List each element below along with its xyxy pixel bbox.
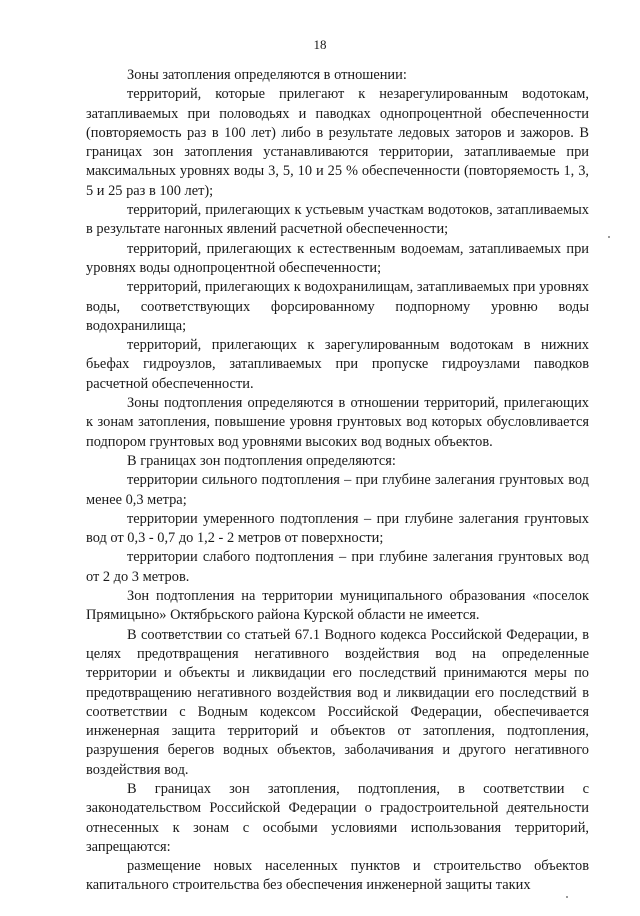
paragraph: территории слабого подтопления – при глубине залегания грунтовых вод от 2 до 3 метров. [86,549,589,585]
paragraph: территорий, прилегающих к водохранилищам, затапливаемых при уровнях воды, соответствующих форсированному подпорному уровню воды водохранилища; [86,279,589,334]
paragraph: В соответствии со статьей 67.1 Водного кодекса Российской Федерации, в целях предотвращения негативного воздействия вод на определенные территории и объекты и ликвидации его последствий принимаются меры по предотвращению негативного воздействия вод и ликвидации его последствий в соответствии с Водным кодексом Российской Федерации, обеспечивается инженерная защита территорий и объектов от затопления, подтопления, разрушения берегов водных объектов, заболачивания и другого негативного воздействия вод. [86,626,589,778]
paragraph: территорий, прилегающих к естественным водоемам, затапливаемых при уровнях воды однопроцентной обеспеченности; [86,240,589,276]
paragraph: территории умеренного подтопления – при глубине залегания грунтовых вод от 0,3 - 0,7 до 1,2 - 2 метров от поверхности; [86,510,589,547]
paragraph: территории сильного подтопления – при глубине залегания грунтовых вод менее 0,3 метра; [86,472,589,508]
paragraph: В границах зон подтопления определяются: [127,452,396,469]
paragraph: В границах зон затопления, подтопления, в соответствии с законодательством Российской Федерации о градостроительной деятельности отнесенных к зонам с особыми условиями использования территорий, запрещаются: [86,780,589,855]
scan-speck [608,236,610,238]
paragraph: Зоны подтопления определяются в отношении территорий, прилегающих к зонам затопления, повышение уровня грунтовых вод которых обусловливается подпором грунтовых вод уровнями высоких вод водных объектов. [86,395,589,450]
scan-speck [566,896,568,898]
paragraph: территорий, прилегающих к зарегулированным водотокам в нижних бьефах гидроузлов, затапливаемых при пропуске гидроузлами паводков расчетной обеспеченности. [86,337,589,392]
body-text [86,66,589,896]
page-number: 18 [313,37,327,52]
paragraph: Зоны затопления определяются в отношении: [127,67,407,83]
paragraph: размещение новых населенных пунктов и строительство объектов капитального строительства без обеспечения инженерной защиты таких [86,858,589,894]
paragraph: территорий, которые прилегают к незарегулированным водотокам, затапливаемых при половодьях и паводках однопроцентной обеспеченности (повторяемость раз в 100 лет) либо в результате ледовых заторов и зажоров. В границах зон затопления устанавливаются территории, затапливаемые при максимальных уровнях воды 3, 5, 10 и 25 % обеспеченности (повторяемость 1, 3, 5 и 25 раз в 100 лет); [86,86,589,199]
paragraph: Зон подтопления на территории муниципального образования «поселок Прямицыно» Октябрьского района Курской области не имеется. [86,588,589,624]
paragraph: территорий, прилегающих к устьевым участкам водотоков, затапливаемых в результате нагонных явлений расчетной обеспеченности; [86,202,589,238]
